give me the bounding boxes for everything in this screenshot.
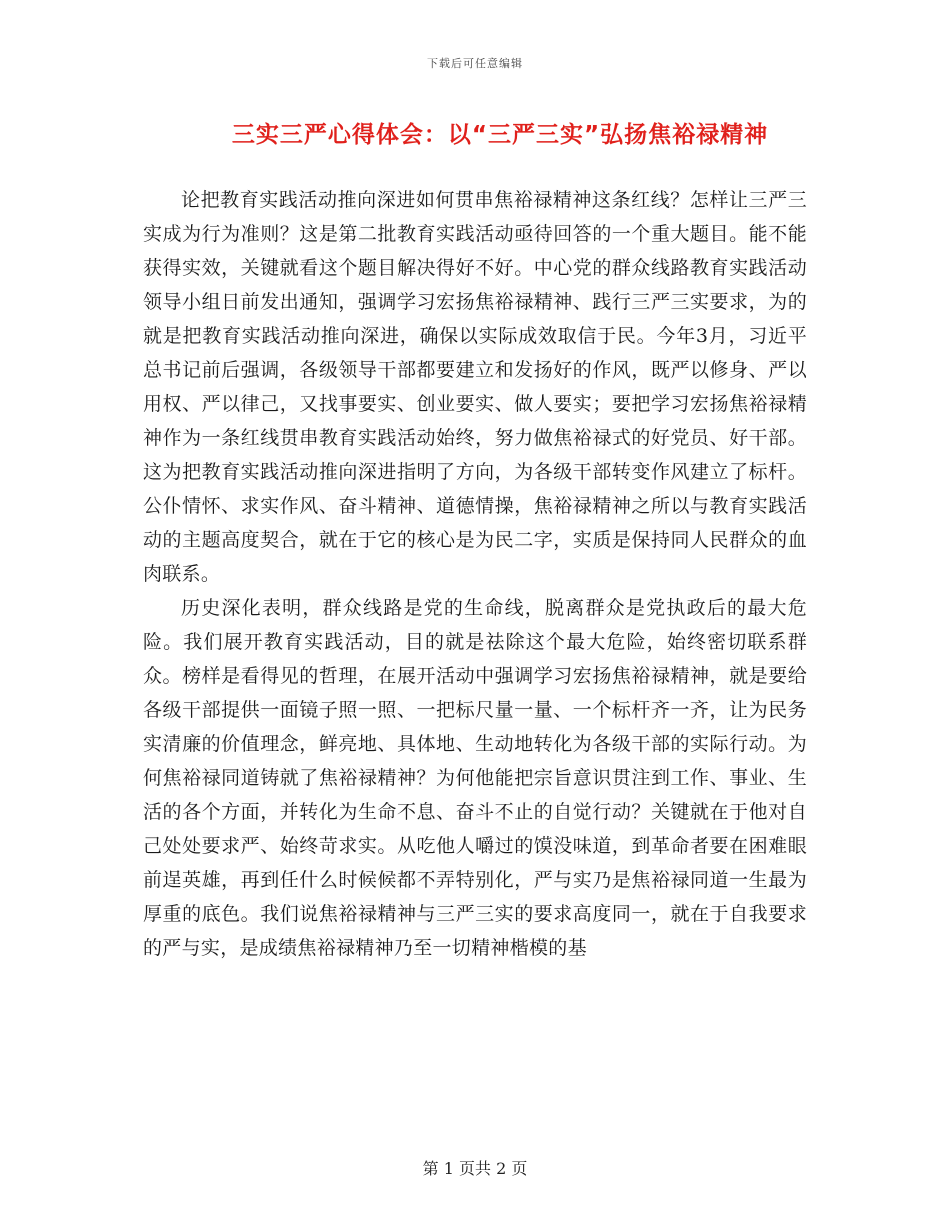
document-title: 三实三严心得体会：以“三严三实”弘扬焦裕禄精神 <box>231 122 769 148</box>
page-header-note: 下载后可任意编辑 <box>427 57 523 70</box>
page-number: 第 1 页共 2 页 <box>422 1159 528 1178</box>
body-paragraph-2: 历史深化表明，群众线路是党的生命线，脱离群众是党执政后的最大危险。我们展开教育实践活动，目的就是祛除这个最大危险，始终密切联系群众。榜样是看得见的哲理，在展开活动中强调学习宏扬焦裕禄精神，就是要给各级干部提供一面镜子照一照、一把标尺量一量、一个标杆齐一齐，让为民务实清廉的价值理念，鲜亮地、具体地、生动地转化为各级干部的实际行动。为何焦裕禄同道铸就了焦裕禄精神？为何他能把宗旨意识贯注到工作、事业、生活的各个方面，并转化为生命不息、奋斗不止的自觉行动？关键就在于他对自己处处要求严、始终苛求实。从吃他人嚼过的馍没味道，到革命者要在困难眼前逞英雄，再到任什么时候候都不弄特别化，严与实乃是焦裕禄同道一生最为厚重的底色。我们说焦裕禄精神与三严三实的要求高度同一，就在于自我要求的严与实，是成绩焦裕禄精神乃至一切精神楷模的基 <box>143 597 807 959</box>
body-paragraph-1: 论把教育实践活动推向深进如何贯串焦裕禄精神这条红线？怎样让三严三实成为行为准则？这是第二批教育实践活动亟待回答的一个重大题目。能不能获得实效，关键就看这个题目解决得好不好。中心党的群众线路教育实践活动领导小组日前发出通知，强调学习宏扬焦裕禄精神、践行三严三实要求，为的就是把教育实践活动推向深进，确保以实际成效取信于民。今年3月，习近平总书记前后强调，各级领导干部都要建立和发扬好的作风，既严以修身、严以用权、严以律己，又找事要实、创业要实、做人要实；要把学习宏扬焦裕禄精神作为一条红线贯串教育实践活动始终，努力做焦裕禄式的好党员、好干部。这为把教育实践活动推向深进指明了方向，为各级干部转变作风建立了标杆。公仆情怀、求实作风、奋斗精神、道德情操，焦裕禄精神之所以与教育实践活动的主题高度契合，就在于它的核心是为民二字，实质是保持同人民群众的血肉联系。 <box>143 189 807 585</box>
document-body <box>143 183 807 965</box>
